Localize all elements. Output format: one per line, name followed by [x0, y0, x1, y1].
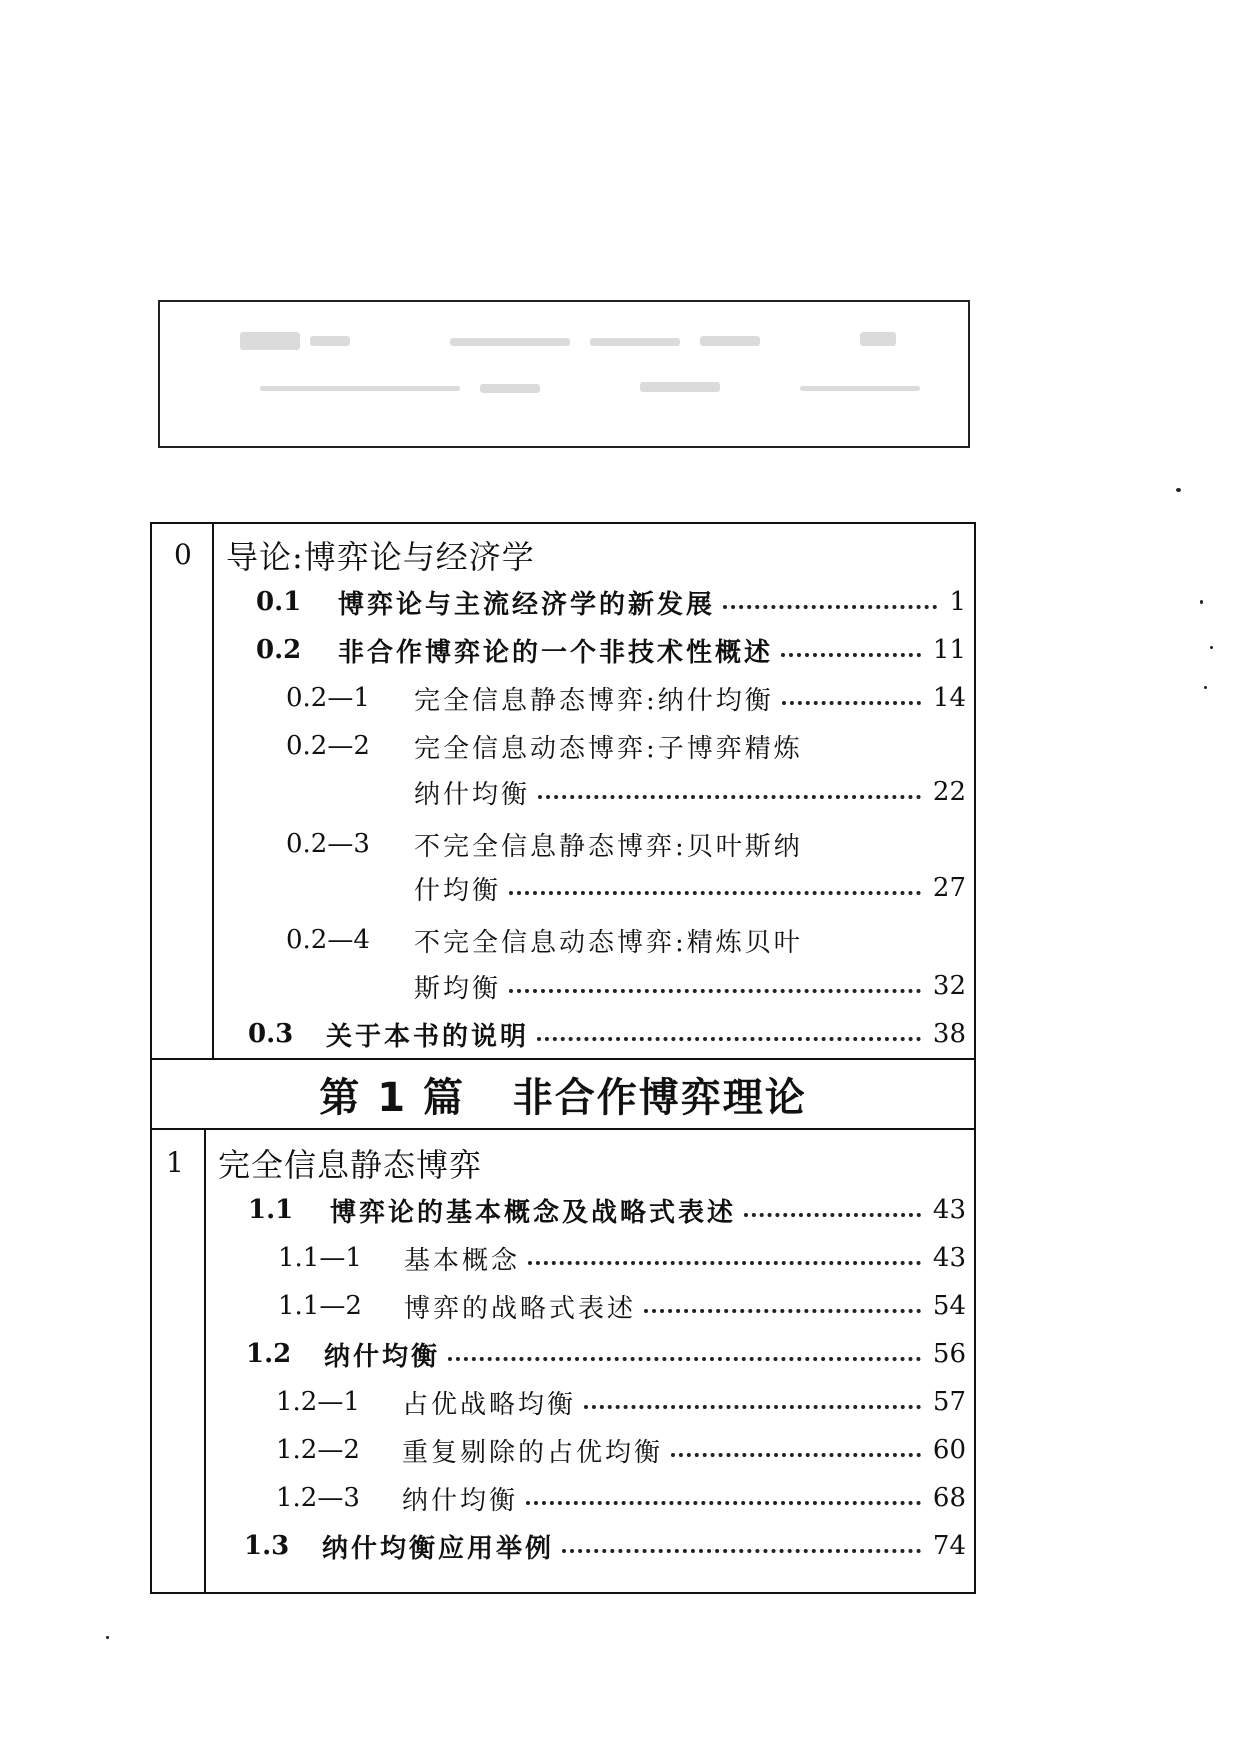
entry-title-continued: 什均衡: [414, 875, 502, 906]
entry-number: 0.2—3: [286, 829, 370, 859]
dot-leader: [781, 653, 921, 657]
chapter-title: 完全信息静态博弈: [218, 1146, 483, 1184]
dot-leader: [562, 1549, 921, 1553]
scan-speck: [1176, 488, 1181, 492]
page-number: 32: [932, 971, 966, 1001]
toc-entry[interactable]: [278, 1284, 966, 1328]
page-number: 56: [932, 1339, 966, 1369]
dot-leader: [538, 795, 921, 799]
page-number: 1: [949, 587, 966, 617]
entry-title: 关于本书的说明: [326, 1021, 530, 1052]
scan-speck: [106, 1636, 109, 1639]
page-number: 38: [932, 1019, 966, 1049]
chapter-title: 导论:博弈论与经济学: [226, 538, 535, 576]
entry-number: 1.1—1: [278, 1243, 362, 1273]
toc-table: [150, 522, 976, 1594]
page-number: 27: [932, 873, 966, 903]
entry-title: 基本概念: [404, 1245, 521, 1276]
page-number: 11: [932, 635, 966, 665]
chapter-number: 0: [174, 538, 192, 571]
scan-speck: [1200, 600, 1203, 604]
entry-number: 0.2—1: [286, 683, 370, 713]
entry-number: 0.3: [248, 1019, 294, 1049]
toc-entry[interactable]: [248, 1188, 966, 1232]
page-number: 43: [932, 1243, 966, 1273]
toc-divider-ch1: [204, 1130, 206, 1592]
toc-entry[interactable]: [278, 1236, 966, 1280]
dot-leader: [509, 989, 921, 993]
entry-title: 重复剔除的占优均衡: [402, 1437, 664, 1468]
toc-entry[interactable]: [276, 1476, 966, 1520]
entry-title-continued: 纳什均衡: [414, 779, 531, 810]
dot-leader: [537, 1037, 921, 1041]
toc-entry[interactable]: [246, 1332, 966, 1376]
page-number: 57: [932, 1387, 966, 1417]
page-number: 68: [932, 1483, 966, 1513]
toc-divider-ch0: [212, 524, 214, 1058]
entry-title: 纳什均衡应用举例: [322, 1533, 555, 1564]
chapter-number: 1: [166, 1146, 184, 1179]
entry-title: 纳什均衡: [402, 1485, 519, 1516]
entry-number: 0.2—2: [286, 731, 370, 761]
page-number: 74: [932, 1531, 966, 1561]
toc-entry-line1[interactable]: [286, 724, 966, 768]
dot-leader: [744, 1213, 921, 1217]
entry-title: 不完全信息动态博弈:精炼贝叶: [414, 927, 803, 958]
part-title: 第 1 篇 非合作博弈理论: [319, 1074, 807, 1121]
dot-leader: [723, 605, 937, 609]
entry-number: 1.2: [246, 1339, 292, 1369]
dot-leader: [526, 1501, 921, 1505]
entry-number: 0.2—4: [286, 925, 370, 955]
entry-number: 1.2—2: [276, 1435, 360, 1465]
entry-number: 1.2—3: [276, 1483, 360, 1513]
dot-leader: [448, 1357, 921, 1361]
page-number: 43: [932, 1195, 966, 1225]
entry-title: 纳什均衡: [324, 1341, 441, 1372]
toc-entry[interactable]: [256, 628, 966, 672]
dot-leader: [509, 891, 921, 895]
part-band: [152, 1058, 974, 1130]
entry-title: 非合作博弈论的一个非技术性概述: [338, 637, 774, 668]
entry-title: 博弈论的基本概念及战略式表述: [330, 1197, 737, 1228]
toc-entry-line1[interactable]: [286, 822, 966, 866]
toc-entry-line1[interactable]: [286, 918, 966, 962]
page-number: 22: [932, 777, 966, 807]
scan-speck: [1210, 646, 1213, 649]
entry-number: 1.1—2: [278, 1291, 362, 1321]
toc-entry-line2[interactable]: [414, 964, 966, 1008]
entry-number: 1.2—1: [276, 1387, 360, 1417]
entry-title: 不完全信息静态博弈:贝叶斯纳: [414, 831, 803, 862]
entry-title: 博弈的战略式表述: [404, 1293, 637, 1324]
toc-entry[interactable]: [256, 580, 966, 624]
toc-entry-line2[interactable]: [414, 770, 966, 814]
page-number: 60: [932, 1435, 966, 1465]
entry-number: 0.1: [256, 587, 302, 617]
toc-entry[interactable]: [244, 1524, 966, 1568]
dot-leader: [671, 1453, 921, 1457]
scan-speck: [1204, 686, 1207, 689]
page-number: 14: [932, 683, 966, 713]
dot-leader: [782, 701, 921, 705]
page-number: 54: [932, 1291, 966, 1321]
entry-number: 0.2: [256, 635, 302, 665]
dot-leader: [644, 1309, 921, 1313]
entry-title: 完全信息动态博弈:子博弈精炼: [414, 733, 803, 764]
entry-title: 博弈论与主流经济学的新发展: [338, 589, 716, 620]
toc-entry[interactable]: [276, 1380, 966, 1424]
faded-header-box: [158, 300, 970, 448]
entry-title: 完全信息静态博弈:纳什均衡: [414, 685, 774, 716]
entry-number: 1.3: [244, 1531, 290, 1561]
dot-leader: [584, 1405, 921, 1409]
toc-entry[interactable]: [276, 1428, 966, 1472]
toc-entry[interactable]: [248, 1012, 966, 1056]
dot-leader: [528, 1261, 921, 1265]
toc-entry-line2[interactable]: [414, 866, 966, 910]
toc-entry[interactable]: [286, 676, 966, 720]
entry-title-continued: 斯均衡: [414, 973, 502, 1004]
entry-number: 1.1: [248, 1195, 294, 1225]
entry-title: 占优战略均衡: [402, 1389, 577, 1420]
